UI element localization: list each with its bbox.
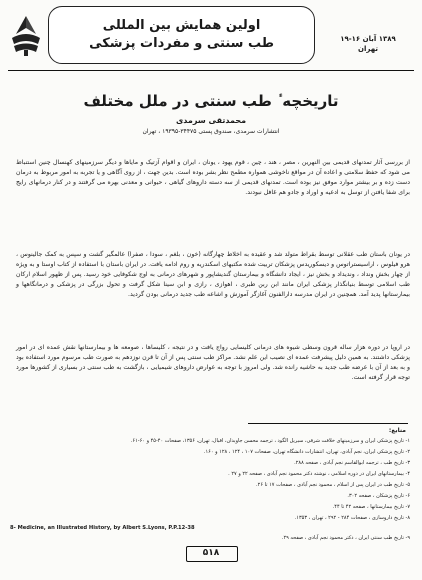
banner-line-2: طب سنتی و مفردات پزشکی — [89, 36, 274, 51]
footnote: ۱- تاریخ پزشکی ایران و سرزمینهای خلافت شرقی، سیریل الگود ، ترجمه محسن جاویدان، اقبال، تهران، ۱۳۵۶، صفحات ۴۰-۴۵ و ۶۰-۶۱. — [130, 438, 410, 444]
body-paragraph-3: در اروپا در دوره هزار ساله قرون وسطی شیوه های درمانی کلیسایی رواج یافت و در نتیجه ، کلیساها ، صومعه ها و بیمارستانها نقش عمده ای در امور پزشکی داشتند. به همین دلیل پیشرفت عمده ای نصیب این علم نشد. مراکز طب سنتی پس از آن تا قرن نوزدهم به صورت طب مرسوم مورد استفاده بود و به بعد از آن با عرضه طب جدید به حاشیه رانده شد. ولی امروز با توجه به عوارض داروهای شیمیایی ، بازگشت به طب سنتی در بسیاری از کشورها مورد توجه قرار گرفته است. — [16, 344, 410, 382]
footnote-divider — [248, 423, 408, 424]
body-paragraph-2: در یونان باستان طب عقلانی توسط بقراط متولد شد و عقیده به اخلاط چهارگانه (خون ، بلغم ، سودا ، صفرا) عالمگیر گشت و سپس به کمک جالینوس ، هرو فیلوس ، اراسیستراتوس و دیسکوریدس پزشکان تربیت شده مکتبهای اسکندریه و روم ادامه یافت. در ایران باستان با استفاده از کتاب اوستا و به ویژه از چهار بخش ونداد ، وندیداد و بخش نیز ، ایجاد دانشگاه و بیمارستان گندیشاپور و شهرهای درمانی به اوج شکوفایی خود رسید. پس از ظهور اسلام ارکان طب اسلامی توسط بنیانگذار پزشکی ایران مانند ابن ربن طبری ، اهوازی ، رازی و ابن سینا شکل گرفت و تحول بزرگی در پزشکی و درمانگاهها و بیمارستانها پدید آمد. همچنین در ایران مدرسه دارالفنون آغازگر آموزش و اشاعه طب جدید درمانی بودن گردید. — [16, 251, 410, 299]
date-line: ۱۳۸۹ آبان ۱۶-۱۹ — [340, 35, 396, 43]
article-author: محمدتقی سرمدی — [175, 116, 247, 125]
footnote: ۵- تاریخ طب در ایران پس از اسلام ، محمود نجم آبادی ، صفحات ۱۷ تا ۲۶. — [256, 482, 410, 488]
author-affiliation: انتشارات سرمدی، صندوق پستی ۳۴۴۷۵-۱۹۳۹۵ ، تهران — [142, 128, 280, 135]
footnote: ۸- تاریخ داروسازی ، صفحات ۲۸۴ - ۲۹۲ ، تهران ، ۱۳۵۳. — [294, 515, 410, 521]
conference-logo-icon — [8, 14, 44, 58]
footnote-english: 8- Medicine, an Illustrated History, by Albert S.Lyons, P.P.12-38 — [10, 525, 195, 531]
header-divider — [8, 70, 414, 71]
article-title: تاریخچه ٔ طب سنتی در ملل مختلف — [83, 92, 339, 110]
footnote: ۲- تاریخ پزشکی ایران، نجم آبادی، تهران، انتشارات دانشگاه تهران، صفحات ۱۰۷ ، ۱۲۴ ، ۱۲۸ و ۱۶۰. — [203, 449, 410, 455]
page-number: ۵۱۸ — [202, 548, 220, 558]
footnote: ۴- بیمارستانهای ایران در دوره اسلامی ، نوشته دکتر محمود نجم آبادی ، صفحه ۲۲ و ۲۷ . — [228, 471, 410, 477]
footnote: ۳- تاریخ طب ، ترجمه ابوالقاسم نجم آبادی ، صفحه ۲۸۸. — [294, 460, 410, 466]
footnote: ۶- تاریخ پزشکان ، صفحه ۳۰۲. — [347, 493, 410, 499]
conference-banner — [48, 6, 315, 64]
footnote: ۷- تاریخ بیمارستانها ، صفحه ۴۲ تا ۴۴. — [332, 504, 410, 510]
location-line: تهران — [358, 45, 378, 53]
footnote: ۹- تاریخ طب سنتی ایران ، دکتر محمود نجم آبادی ، صفحه ۲۹. — [281, 535, 410, 541]
conference-date — [320, 34, 416, 54]
banner-line-1: اولین همایش بین المللی — [102, 18, 261, 33]
body-paragraph-1: از بررسی آثار تمدنهای قدیمی بین النهرین ، مصر ، هند ، چین ، قوم یهود ، یونان ، ایران و اقوام آزتیک و مایاها و دیگر سرزمینهای کهنسال چنین استنباط می شود که حفظ سلامتی و اعاده آن در مواقع ناخوشی همواره مطمح نظر بشر بوده است. بدین جهت ، از روی آگاهی و یا تجربه به امور مربوط به درمان دست زده و بر بیشتر موارد موفق نیز بوده است. تمدنهای قدیمی از سه دسته داروهای گیاهی ، حیوانی و معدنی بهره می گرفتند و در کنار درمانهای رایج برای شفا یافتن از توسل به ادعیه و اوراد و جادو هم غافل نبودند. — [16, 159, 410, 197]
footnotes-heading: منابع: — [388, 427, 406, 434]
